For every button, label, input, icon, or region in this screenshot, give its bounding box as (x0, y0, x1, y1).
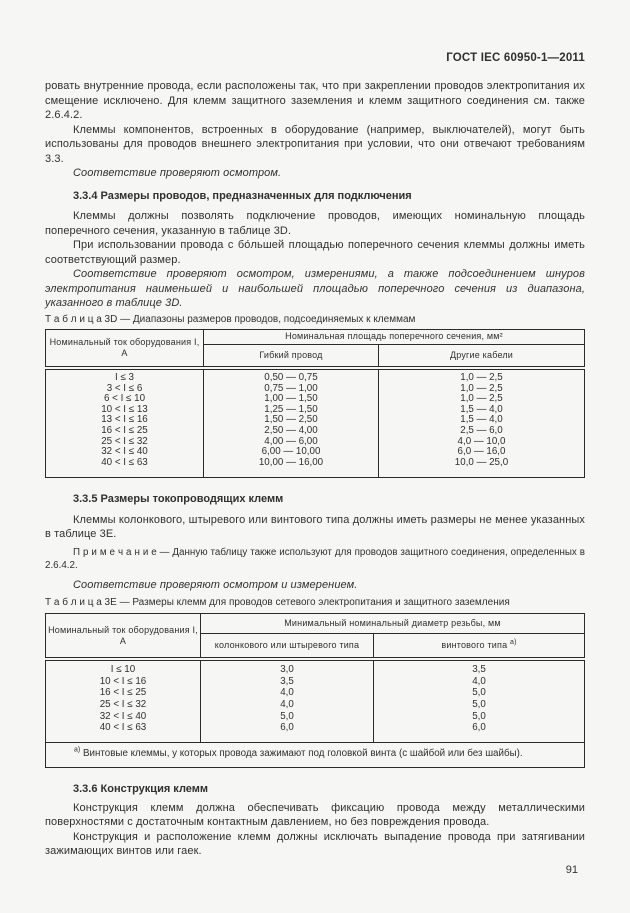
table-row (46, 368, 585, 384)
cell-current-range: 40 < I ≤ 63 (46, 458, 204, 478)
table-row (46, 676, 585, 688)
table-row (46, 458, 585, 478)
cell-other-cables: 1,0 — 2,5 (379, 368, 585, 384)
col-header-diameter: Минимальный номинальный диаметр резьбы, мм (201, 614, 585, 634)
paragraph-intro-1: ровать внутренние провода, если расположены так, что при закреплении проводов электропитания их смещение исключено. Для клемм защитного заземления и клемм защитного соединения см. также 2.6.4.2. (45, 80, 585, 121)
cell-stud-type: 5,0 (201, 711, 374, 723)
cell-stud-type: 6,0 (201, 722, 374, 742)
cell-flexible-cord: 1,00 — 1,50 (204, 394, 379, 405)
cell-screw-type: 5,0 (374, 687, 585, 699)
cell-screw-type: 5,0 (374, 699, 585, 711)
cell-flexible-cord: 10,00 — 16,00 (204, 458, 379, 478)
cell-other-cables: 1,0 — 2,5 (379, 384, 585, 395)
cell-current-range: 25 < I ≤ 32 (46, 699, 201, 711)
paragraph-336-1: Конструкция клемм должна обеспечивать фиксацию провода между металлическими поверхностями с достаточным контактным давлением, но без повреждения провода. (45, 801, 585, 829)
cell-current-range: 13 < I ≤ 16 (46, 415, 204, 426)
cell-current-range: 3 < I ≤ 6 (46, 384, 204, 395)
table-footnote (46, 743, 585, 768)
paragraph-intro-2: Клеммы компонентов, встроенных в оборудование (например, выключателей), могут быть использованы для проводов внешнего электропитания при условии, что они отвечают требованиям 3.3. (45, 123, 585, 165)
cell-current-range: 16 < I ≤ 25 (46, 426, 204, 437)
cell-other-cables: 2,5 — 6,0 (379, 426, 585, 437)
table-row (46, 699, 585, 711)
cell-screw-type: 5,0 (374, 711, 585, 723)
cell-current-range: 32 < I ≤ 40 (46, 447, 204, 458)
table-caption-3d: Т а б л и ц а 3D — Диапазоны размеров проводов, подсоединяемых к клеммам (45, 313, 416, 325)
cell-other-cables: 1,0 — 2,5 (379, 394, 585, 405)
footnote-marker: а) (510, 639, 517, 647)
cell-current-range: 16 < I ≤ 25 (46, 687, 201, 699)
cell-current-range: 10 < I ≤ 13 (46, 405, 204, 416)
cell-flexible-cord: 6,00 — 10,00 (204, 447, 379, 458)
table-row (46, 659, 585, 676)
cell-other-cables: 6,0 — 16,0 (379, 447, 585, 458)
col-header-screw-type (374, 634, 585, 659)
page-content (45, 0, 585, 876)
cell-flexible-cord: 0,75 — 1,00 (204, 384, 379, 395)
table-3d (45, 329, 585, 479)
footnote-text: Винтовые клеммы, у которых провода зажимают под головкой винта (с шайбой или без шайбы). (80, 748, 523, 760)
cell-stud-type: 4,0 (201, 699, 374, 711)
table-header-row (46, 329, 585, 344)
footnote-marker: а) (74, 746, 81, 754)
cell-current-range: 32 < I ≤ 40 (46, 711, 201, 723)
table-row (46, 722, 585, 742)
cell-flexible-cord: 0,50 — 0,75 (204, 368, 379, 384)
cell-flexible-cord: 1,50 — 2,50 (204, 415, 379, 426)
cell-flexible-cord: 2,50 — 4,00 (204, 426, 379, 437)
cell-current-range: 40 < I ≤ 63 (46, 722, 201, 742)
cell-flexible-cord: 4,00 — 6,00 (204, 437, 379, 448)
cell-current-range: 10 < I ≤ 16 (46, 676, 201, 688)
table-row (46, 687, 585, 699)
cell-current-range: 25 < I ≤ 32 (46, 437, 204, 448)
cell-stud-type: 4,0 (201, 687, 374, 699)
section-heading-3-3-6: 3.3.6 Конструкция клемм (73, 783, 209, 796)
cell-screw-type: 4,0 (374, 676, 585, 688)
screw-type-label: винтового типа (441, 640, 510, 651)
page-number: 91 (565, 863, 578, 876)
col-header-other-cables: Другие кабели (379, 344, 585, 368)
cell-flexible-cord: 1,25 — 1,50 (204, 405, 379, 416)
table-caption-3e: Т а б л и ц а 3E — Размеры клемм для проводов сетевого электропитания и защитного заземления (45, 597, 510, 609)
table-3e (45, 613, 585, 768)
table-header-row (46, 614, 585, 634)
table-row (46, 426, 585, 437)
table-row (46, 711, 585, 723)
paragraph-334-2: При использовании провода с бо́льшей площадью поперечного сечения клеммы должны иметь соответствующий размер. (45, 239, 585, 266)
cell-screw-type: 6,0 (374, 722, 585, 742)
paragraph-336-2: Конструкция и расположение клемм должны исключать выпадение провода при затягивании зажимающих винтов или гаек. (45, 830, 585, 858)
col-header-current: Номинальный ток оборудования I, А (46, 614, 201, 659)
paragraph-335-1: Клеммы колонкового, штыревого или винтового типа должны иметь размеры не менее указанных в таблице 3E. (45, 513, 585, 541)
paragraph-335-compliance: Соответствие проверяют осмотром и измерением. (73, 578, 358, 591)
cell-current-range: I ≤ 10 (46, 659, 201, 676)
cell-other-cables: 1,5 — 4,0 (379, 415, 585, 426)
paragraph-334-1: Клеммы должны позволять подключение проводов, имеющих номинальную площадь поперечного сечения, указанную в таблице 3D. (45, 210, 585, 237)
paragraph-334-compliance: Соответствие проверяют осмотром, измерениями, а также подсоединением шнуров электропитания наименьшей и наибольшей площадью поперечного сечения из диапазона, указанного в таблице 3D. (45, 268, 585, 309)
section-heading-3-3-5: 3.3.5 Размеры токопроводящих клемм (73, 493, 284, 506)
cell-other-cables: 4,0 — 10,0 (379, 437, 585, 448)
cell-current-range: I ≤ 3 (46, 368, 204, 384)
col-header-stud-type: колонкового или штыревого типа (201, 634, 374, 659)
table-footnote-row (46, 743, 585, 768)
paragraph-compliance: Соответствие проверяют осмотром. (73, 167, 282, 179)
cell-other-cables: 10,0 — 25,0 (379, 458, 585, 478)
cell-other-cables: 1,5 — 4,0 (379, 405, 585, 416)
col-header-area: Номинальная площадь поперечного сечения, мм² (204, 329, 585, 344)
doc-header: ГОСТ IEC 60950-1—2011 (446, 52, 585, 64)
col-header-flexible-cord: Гибкий провод (204, 344, 379, 368)
note-335: П р и м е ч а н и е — Данную таблицу также используют для проводов защитного соединения, определенных в 2.6.4.2. (45, 546, 585, 571)
cell-stud-type: 3,5 (201, 676, 374, 688)
cell-stud-type: 3,0 (201, 659, 374, 676)
cell-current-range: 6 < I ≤ 10 (46, 394, 204, 405)
cell-screw-type: 3,5 (374, 659, 585, 676)
section-heading-3-3-4: 3.3.4 Размеры проводов, предназначенных для подключения (73, 189, 412, 202)
col-header-current: Номинальный ток оборудования I, А (46, 329, 204, 368)
